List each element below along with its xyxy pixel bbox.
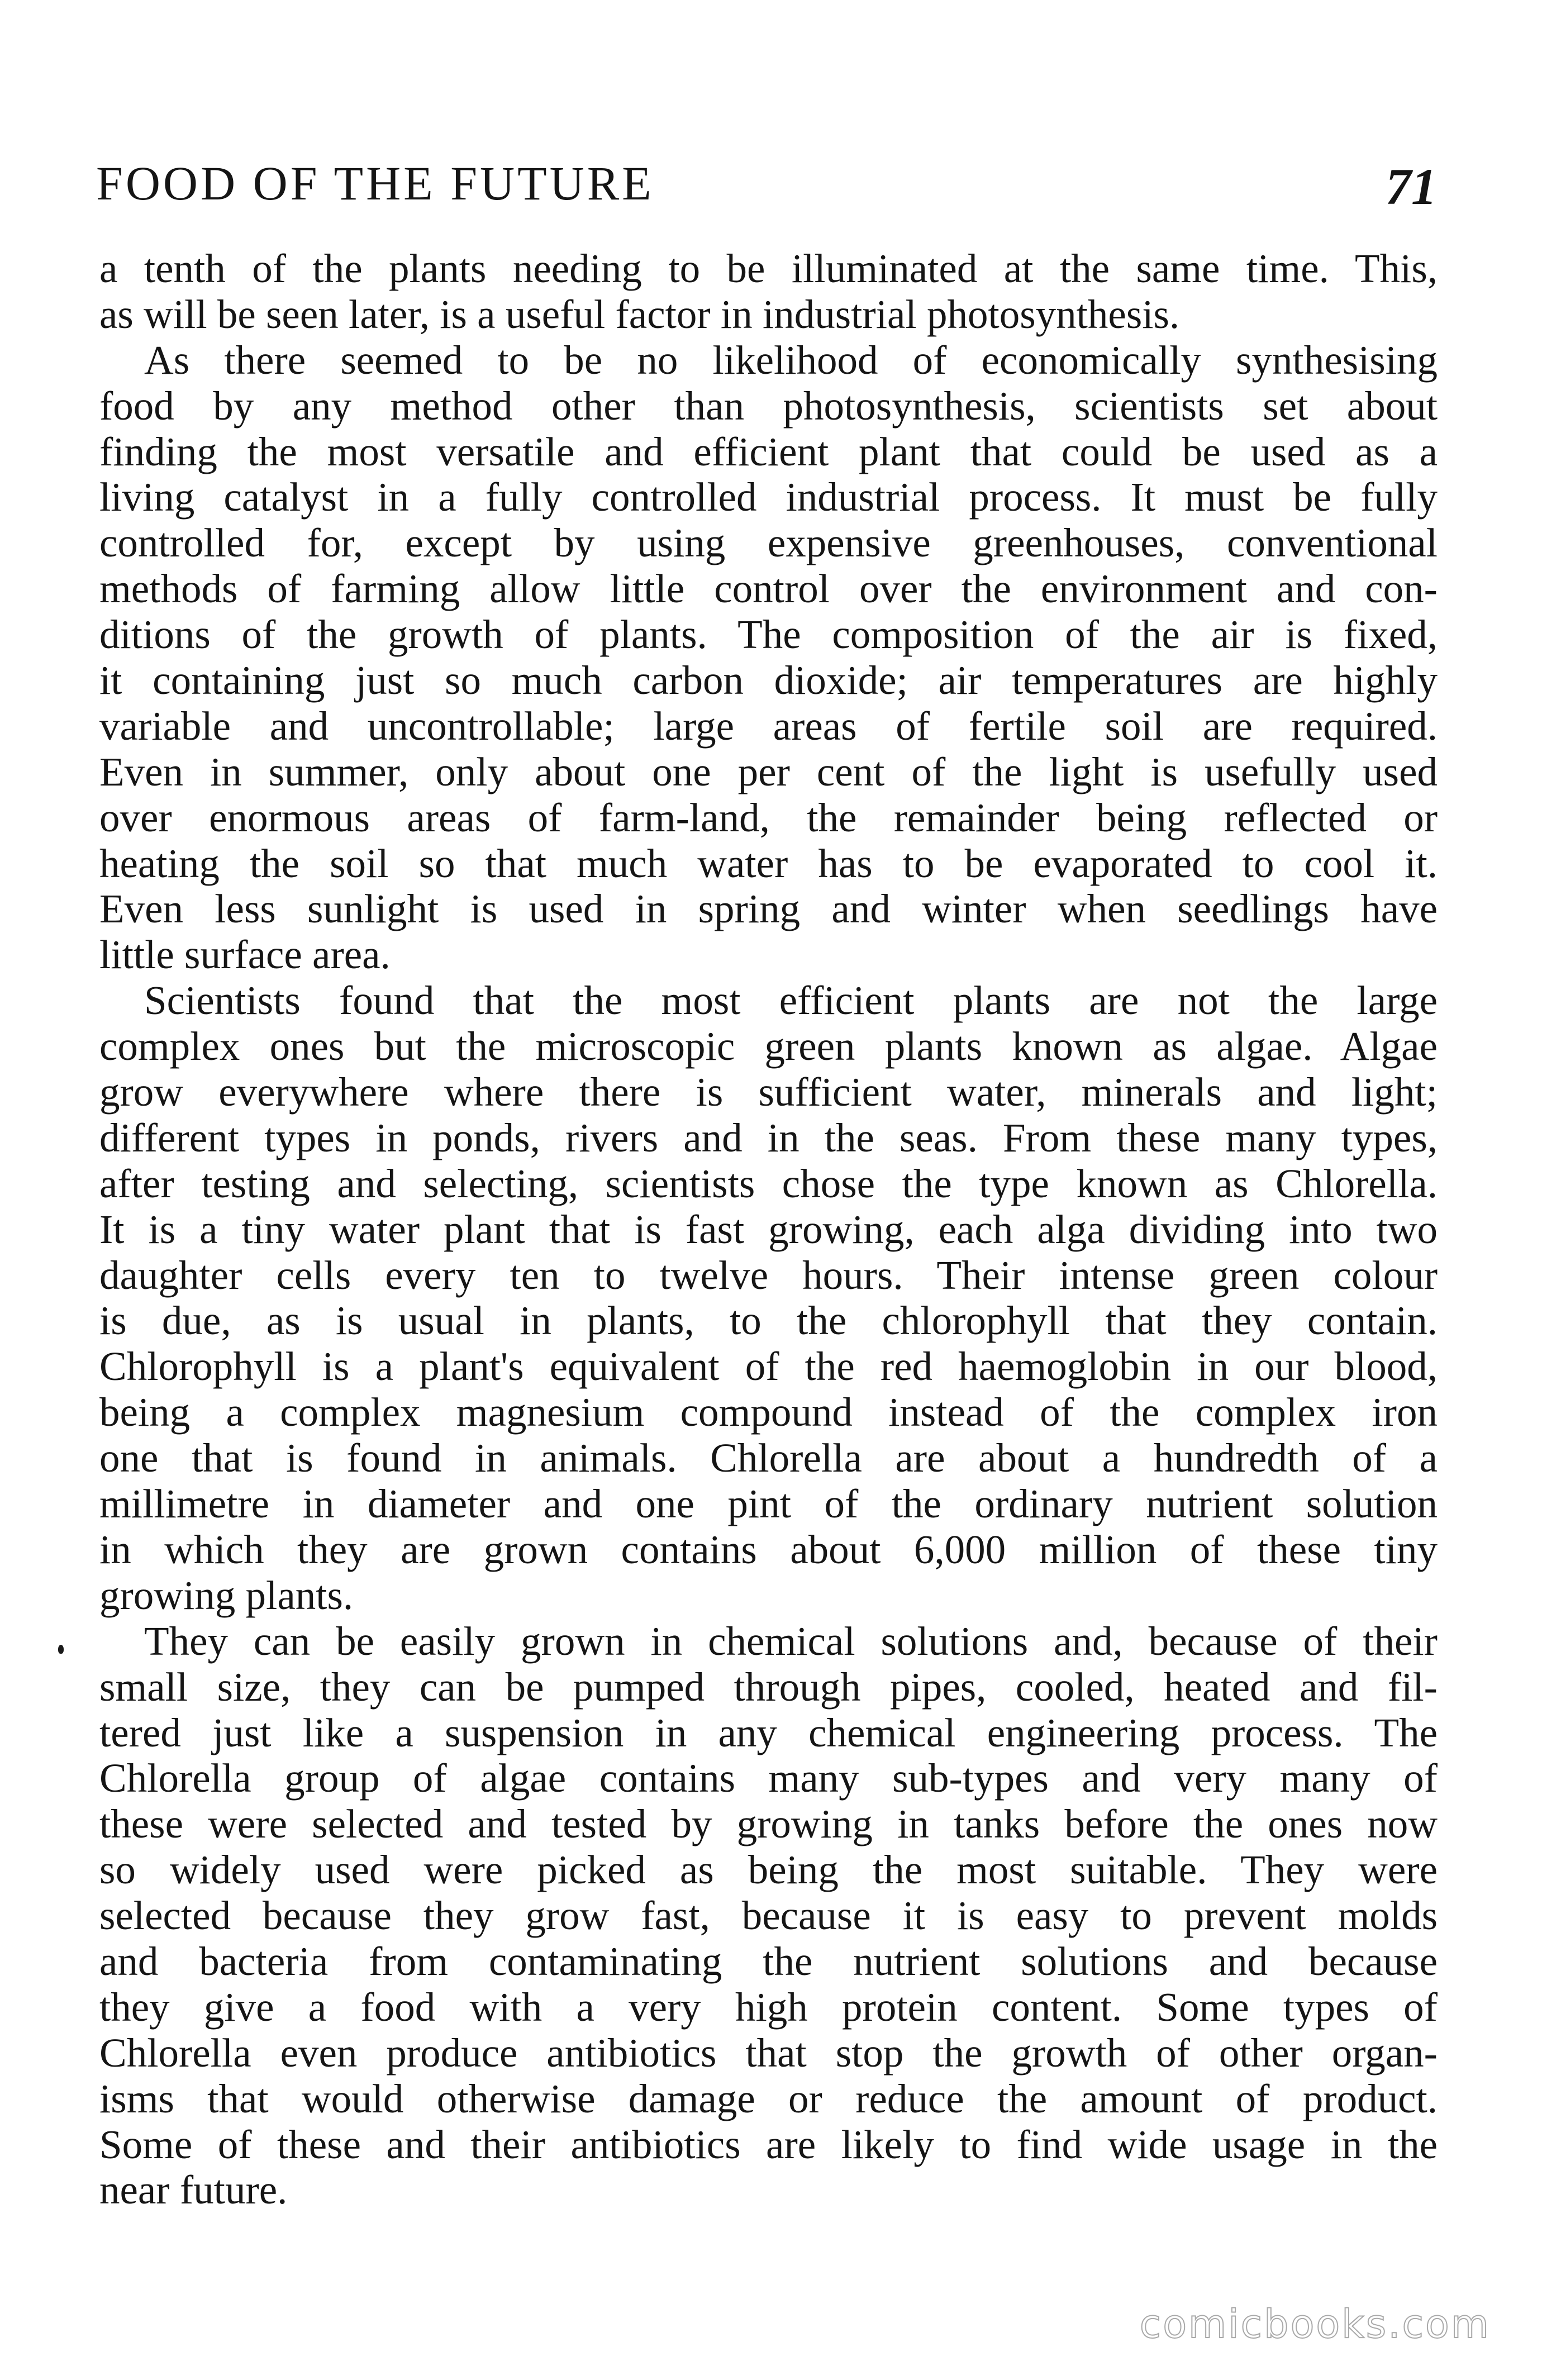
text-line: complex ones but the microscopic green plants known as algae. Algae — [99, 1024, 1438, 1069]
text-line: Even in summer, only about one per cent of the light is usefully used — [99, 749, 1438, 794]
watermark: comicbooks.com — [1139, 2301, 1491, 2347]
text-line: As there seemed to be no likelihood of economically synthesising — [144, 337, 1438, 383]
running-head — [96, 155, 1437, 217]
page-number: 71 — [1386, 158, 1437, 215]
text-line: Chlorella even produce antibiotics that stop the growth of other organ- — [99, 2030, 1438, 2076]
text-line: finding the most versatile and efficient plant that could be used as a — [99, 429, 1438, 474]
text-line: growing plants. — [99, 1572, 354, 1618]
text-line: it containing just so much carbon dioxide; air temperatures are highly — [99, 658, 1438, 703]
text-line: as will be seen later, is a useful factor in industrial photosynthesis. — [99, 291, 1180, 337]
text-line: a tenth of the plants needing to be illuminated at the same time. This, — [99, 246, 1438, 291]
text-line: different types in ponds, rivers and in the seas. From these many types, — [99, 1115, 1438, 1160]
text-line: grow everywhere where there is sufficient water, minerals and light; — [99, 1069, 1438, 1115]
text-line: daughter cells every ten to twelve hours. Their intense green colour — [99, 1252, 1438, 1298]
text-line: ditions of the growth of plants. The composition of the air is fixed, — [99, 612, 1438, 658]
text-line: controlled for, except by using expensive greenhouses, conventional — [99, 520, 1438, 566]
text-line: selected because they grow fast, because it is easy to prevent molds — [99, 1893, 1438, 1939]
text-line: near future. — [99, 2167, 288, 2213]
text-line: isms that would otherwise damage or reduce the amount of product. — [99, 2076, 1438, 2121]
text-line: Chlorophyll is a plant's equivalent of the red haemoglobin in our blood, — [99, 1344, 1438, 1389]
text-line: millimetre in diameter and one pint of the ordinary nutrient solution — [99, 1481, 1438, 1527]
text-line: variable and uncontrollable; large areas of fertile soil are required. — [99, 703, 1438, 749]
text-line: after testing and selecting, scientists chose the type known as Chlorella. — [99, 1160, 1438, 1206]
text-line: small size, they can be pumped through pipes, cooled, heated and fil- — [99, 1664, 1438, 1710]
text-line: little surface area. — [99, 932, 391, 978]
ink-mark — [58, 1645, 64, 1654]
text-line: they give a food with a very high protein content. Some types of — [99, 1984, 1438, 2030]
text-line: Scientists found that the most efficient plants are not the large — [144, 978, 1438, 1024]
text-line: food by any method other than photosynthesis, scientists set about — [99, 383, 1438, 429]
text-line: one that is found in animals. Chlorella are about a hundredth of a — [99, 1435, 1438, 1481]
text-line: living catalyst in a fully controlled industrial process. It must be fully — [99, 474, 1438, 520]
text-line: It is a tiny water plant that is fast growing, each alga dividing into two — [99, 1206, 1438, 1252]
text-line: heating the soil so that much water has to be evaporated to cool it. — [99, 840, 1438, 886]
text-line: is due, as is usual in plants, to the chlorophyll that they contain. — [99, 1298, 1438, 1344]
text-line: so widely used were picked as being the most suitable. They were — [99, 1847, 1438, 1893]
running-title: FOOD OF THE FUTURE — [96, 156, 654, 210]
text-line: in which they are grown contains about 6,000 million of these tiny — [99, 1526, 1438, 1572]
text-line: and bacteria from contaminating the nutrient solutions and because — [99, 1938, 1438, 1984]
text-line: Even less sunlight is used in spring and winter when seedlings have — [99, 886, 1438, 932]
text-line: over enormous areas of farm-land, the remainder being reflected or — [99, 794, 1438, 840]
text-line: Chlorella group of algae contains many sub-types and very many of — [99, 1755, 1438, 1801]
text-line: methods of farming allow little control over the environment and con- — [99, 566, 1438, 612]
text-line: tered just like a suspension in any chemical engineering process. The — [99, 1710, 1438, 1755]
text-line: They can be easily grown in chemical solutions and, because of their — [144, 1618, 1438, 1664]
text-line: Some of these and their antibiotics are likely to find wide usage in the — [99, 2121, 1438, 2167]
text-line: being a complex magnesium compound instead of the complex iron — [99, 1389, 1438, 1435]
text-line: these were selected and tested by growing in tanks before the ones now — [99, 1801, 1438, 1847]
body-text — [99, 246, 1438, 2213]
